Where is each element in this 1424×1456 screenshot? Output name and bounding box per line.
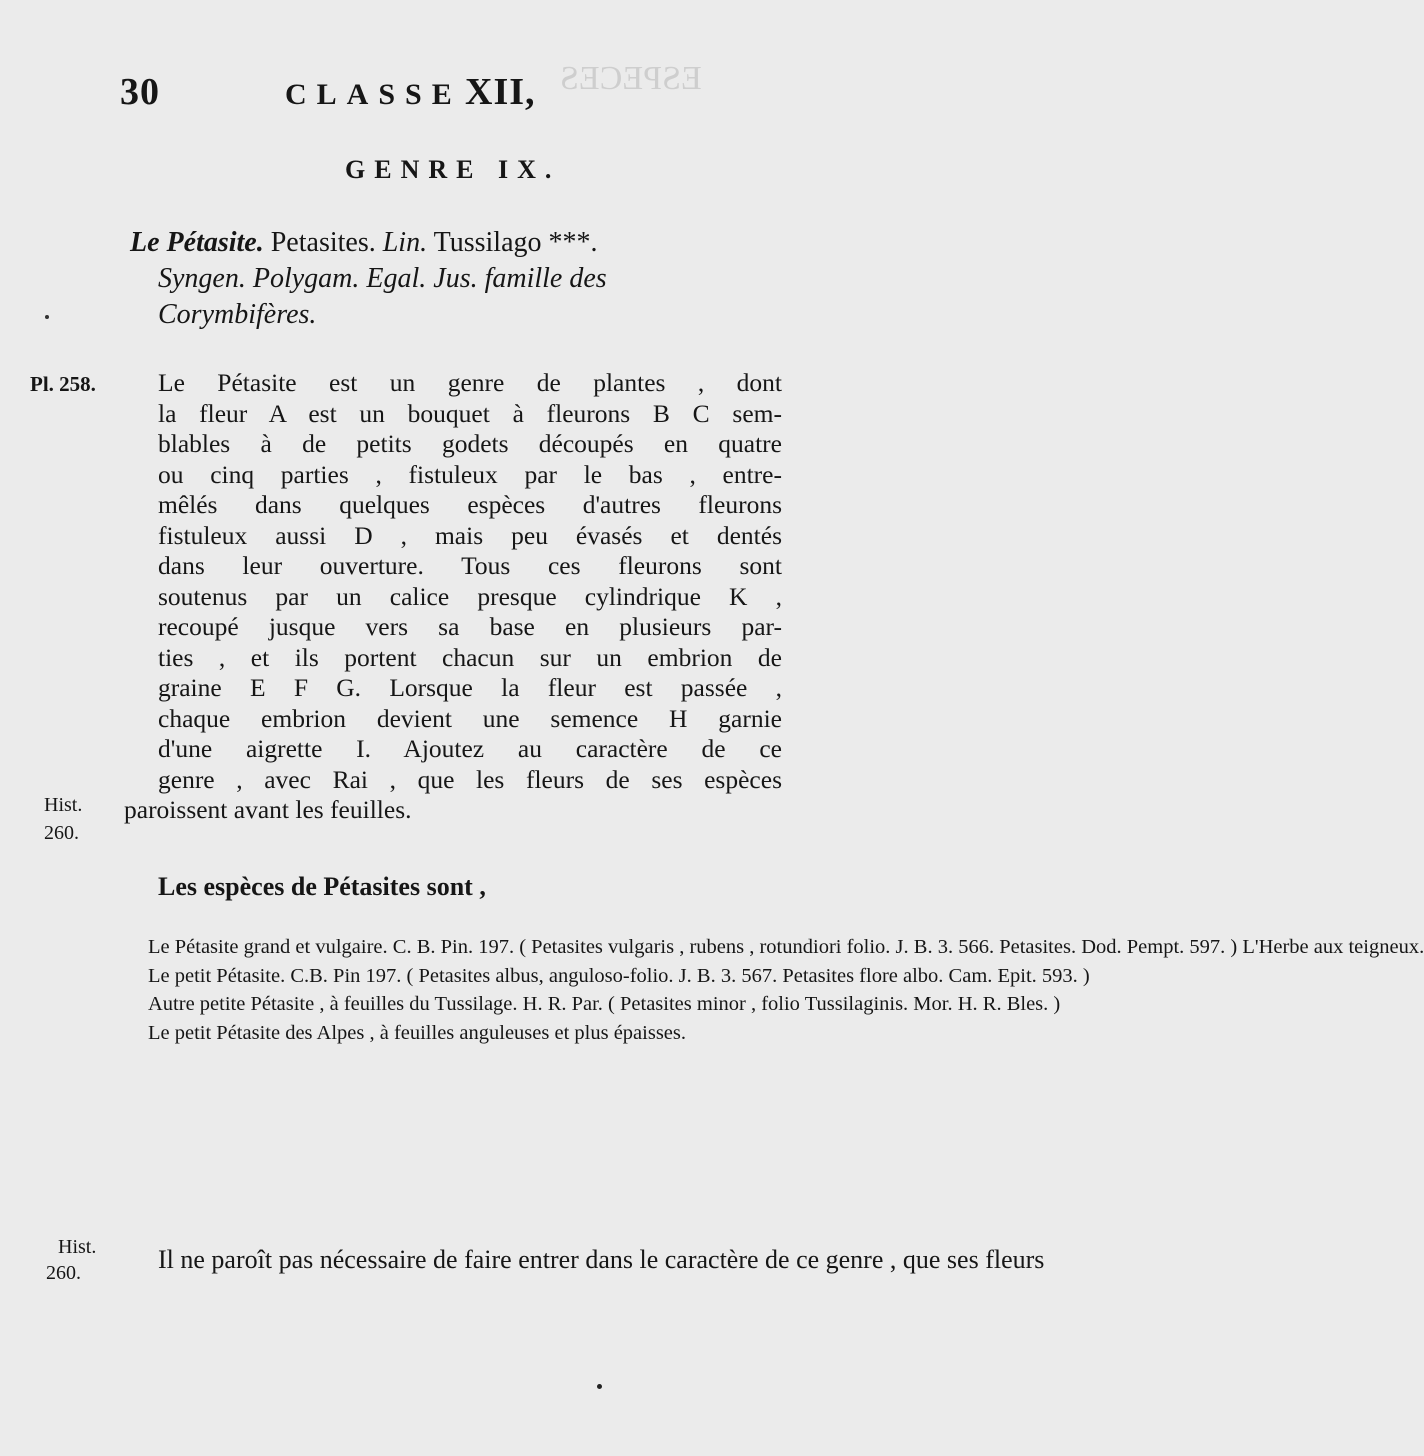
description-line: mêlés dans quelques espèces d'autres fleurons bbox=[158, 490, 782, 519]
species-list bbox=[124, 933, 1424, 1047]
closing-text: Il ne paroît pas nécessaire de faire entrer dans le caractère de ce genre , que ses fleurs bbox=[158, 1245, 1045, 1274]
hist-reference-2: Hist. bbox=[58, 1236, 97, 1258]
species-entry: Autre petite Pétasite , à feuilles du Tussilage. H. R. Par. ( Petasites minor , folio Tussilaginis. Mor. H. R. Bles. ) bbox=[148, 993, 1061, 1015]
description-line: soutenus par un calice presque cylindrique K , bbox=[158, 581, 782, 611]
page-number: 30 bbox=[120, 71, 160, 113]
genus-name: Le Pétasite. bbox=[130, 227, 264, 258]
description-line: dans leur ouverture. Tous ces fleurons sont bbox=[158, 551, 782, 580]
latin-name: Petasites. bbox=[270, 227, 376, 258]
show-through-texture: ESPECES bbox=[560, 60, 702, 97]
genus-title bbox=[130, 225, 607, 333]
description-line: ou cinq parties , fistuleux par le bas , entre- bbox=[158, 459, 782, 489]
species-heading: Les espèces de Pétasites sont , bbox=[158, 872, 486, 901]
description-line: la fleur A est un bouquet à fleurons B C sem- bbox=[158, 398, 782, 428]
species-entry: Le petit Pétasite. C.B. Pin 197. ( Petasites albus, anguloso-folio. J. B. 3. 567. Petasites flore albo. Cam. Epit. 593. ) bbox=[148, 964, 1090, 987]
linnaeus-ref: Lin. bbox=[382, 227, 428, 258]
description-line: genre , avec Rai , que les fleurs de ses espèces bbox=[158, 764, 782, 794]
description-line: graine E F G. Lorsque la fleur est passée , bbox=[158, 673, 782, 702]
genre-heading: GENRE IX. bbox=[345, 155, 561, 184]
description-line: d'une aigrette I. Ajoutez au caractère de ce bbox=[158, 734, 782, 763]
family-line: Corymbifères. bbox=[158, 299, 317, 330]
genus-description bbox=[124, 368, 782, 826]
species-entry: Le petit Pétasite des Alpes , à feuilles anguleuses et plus épaisses. bbox=[148, 1021, 686, 1044]
description-line: paroissent avant les feuilles. bbox=[124, 795, 412, 824]
description-line: recoupé jusque vers sa base en plusieurs par- bbox=[158, 612, 782, 641]
hist-reference-1: Hist. bbox=[44, 794, 83, 816]
species-entry: Le Pétasite grand et vulgaire. C. B. Pin. 197. ( Petasites vulgaris , rubens , rotundiori folio. J. B. 3. 566. Petasites. Dod. Pempt. 597. ) L'Herbe aux teigneux. bbox=[148, 936, 1424, 958]
description-line: chaque embrion devient une semence H garnie bbox=[158, 703, 782, 733]
ink-speck bbox=[45, 315, 49, 319]
description-line: blables à de petits godets découpés en quatre bbox=[158, 429, 782, 458]
hist-reference-1-number: 260. bbox=[44, 822, 79, 844]
ink-speck bbox=[597, 1384, 602, 1389]
closing-paragraph bbox=[124, 1243, 1045, 1277]
description-line: Le Pétasite est un genre de plantes , dont bbox=[158, 368, 782, 397]
hist-reference-2-number: 260. bbox=[46, 1262, 81, 1284]
class-number: XII, bbox=[465, 71, 536, 113]
description-line: fistuleux aussi D , mais peu évasés et dentés bbox=[158, 520, 782, 550]
class-label: CLASSE bbox=[285, 78, 462, 111]
description-line: ties , et ils portent chacun sur un embrion de bbox=[158, 642, 782, 672]
plate-reference: Pl. 258. bbox=[30, 372, 96, 396]
classification-line: Syngen. Polygam. Egal. Jus. famille des bbox=[158, 263, 607, 294]
linnaean-genus: Tussilago ***. bbox=[433, 227, 598, 258]
